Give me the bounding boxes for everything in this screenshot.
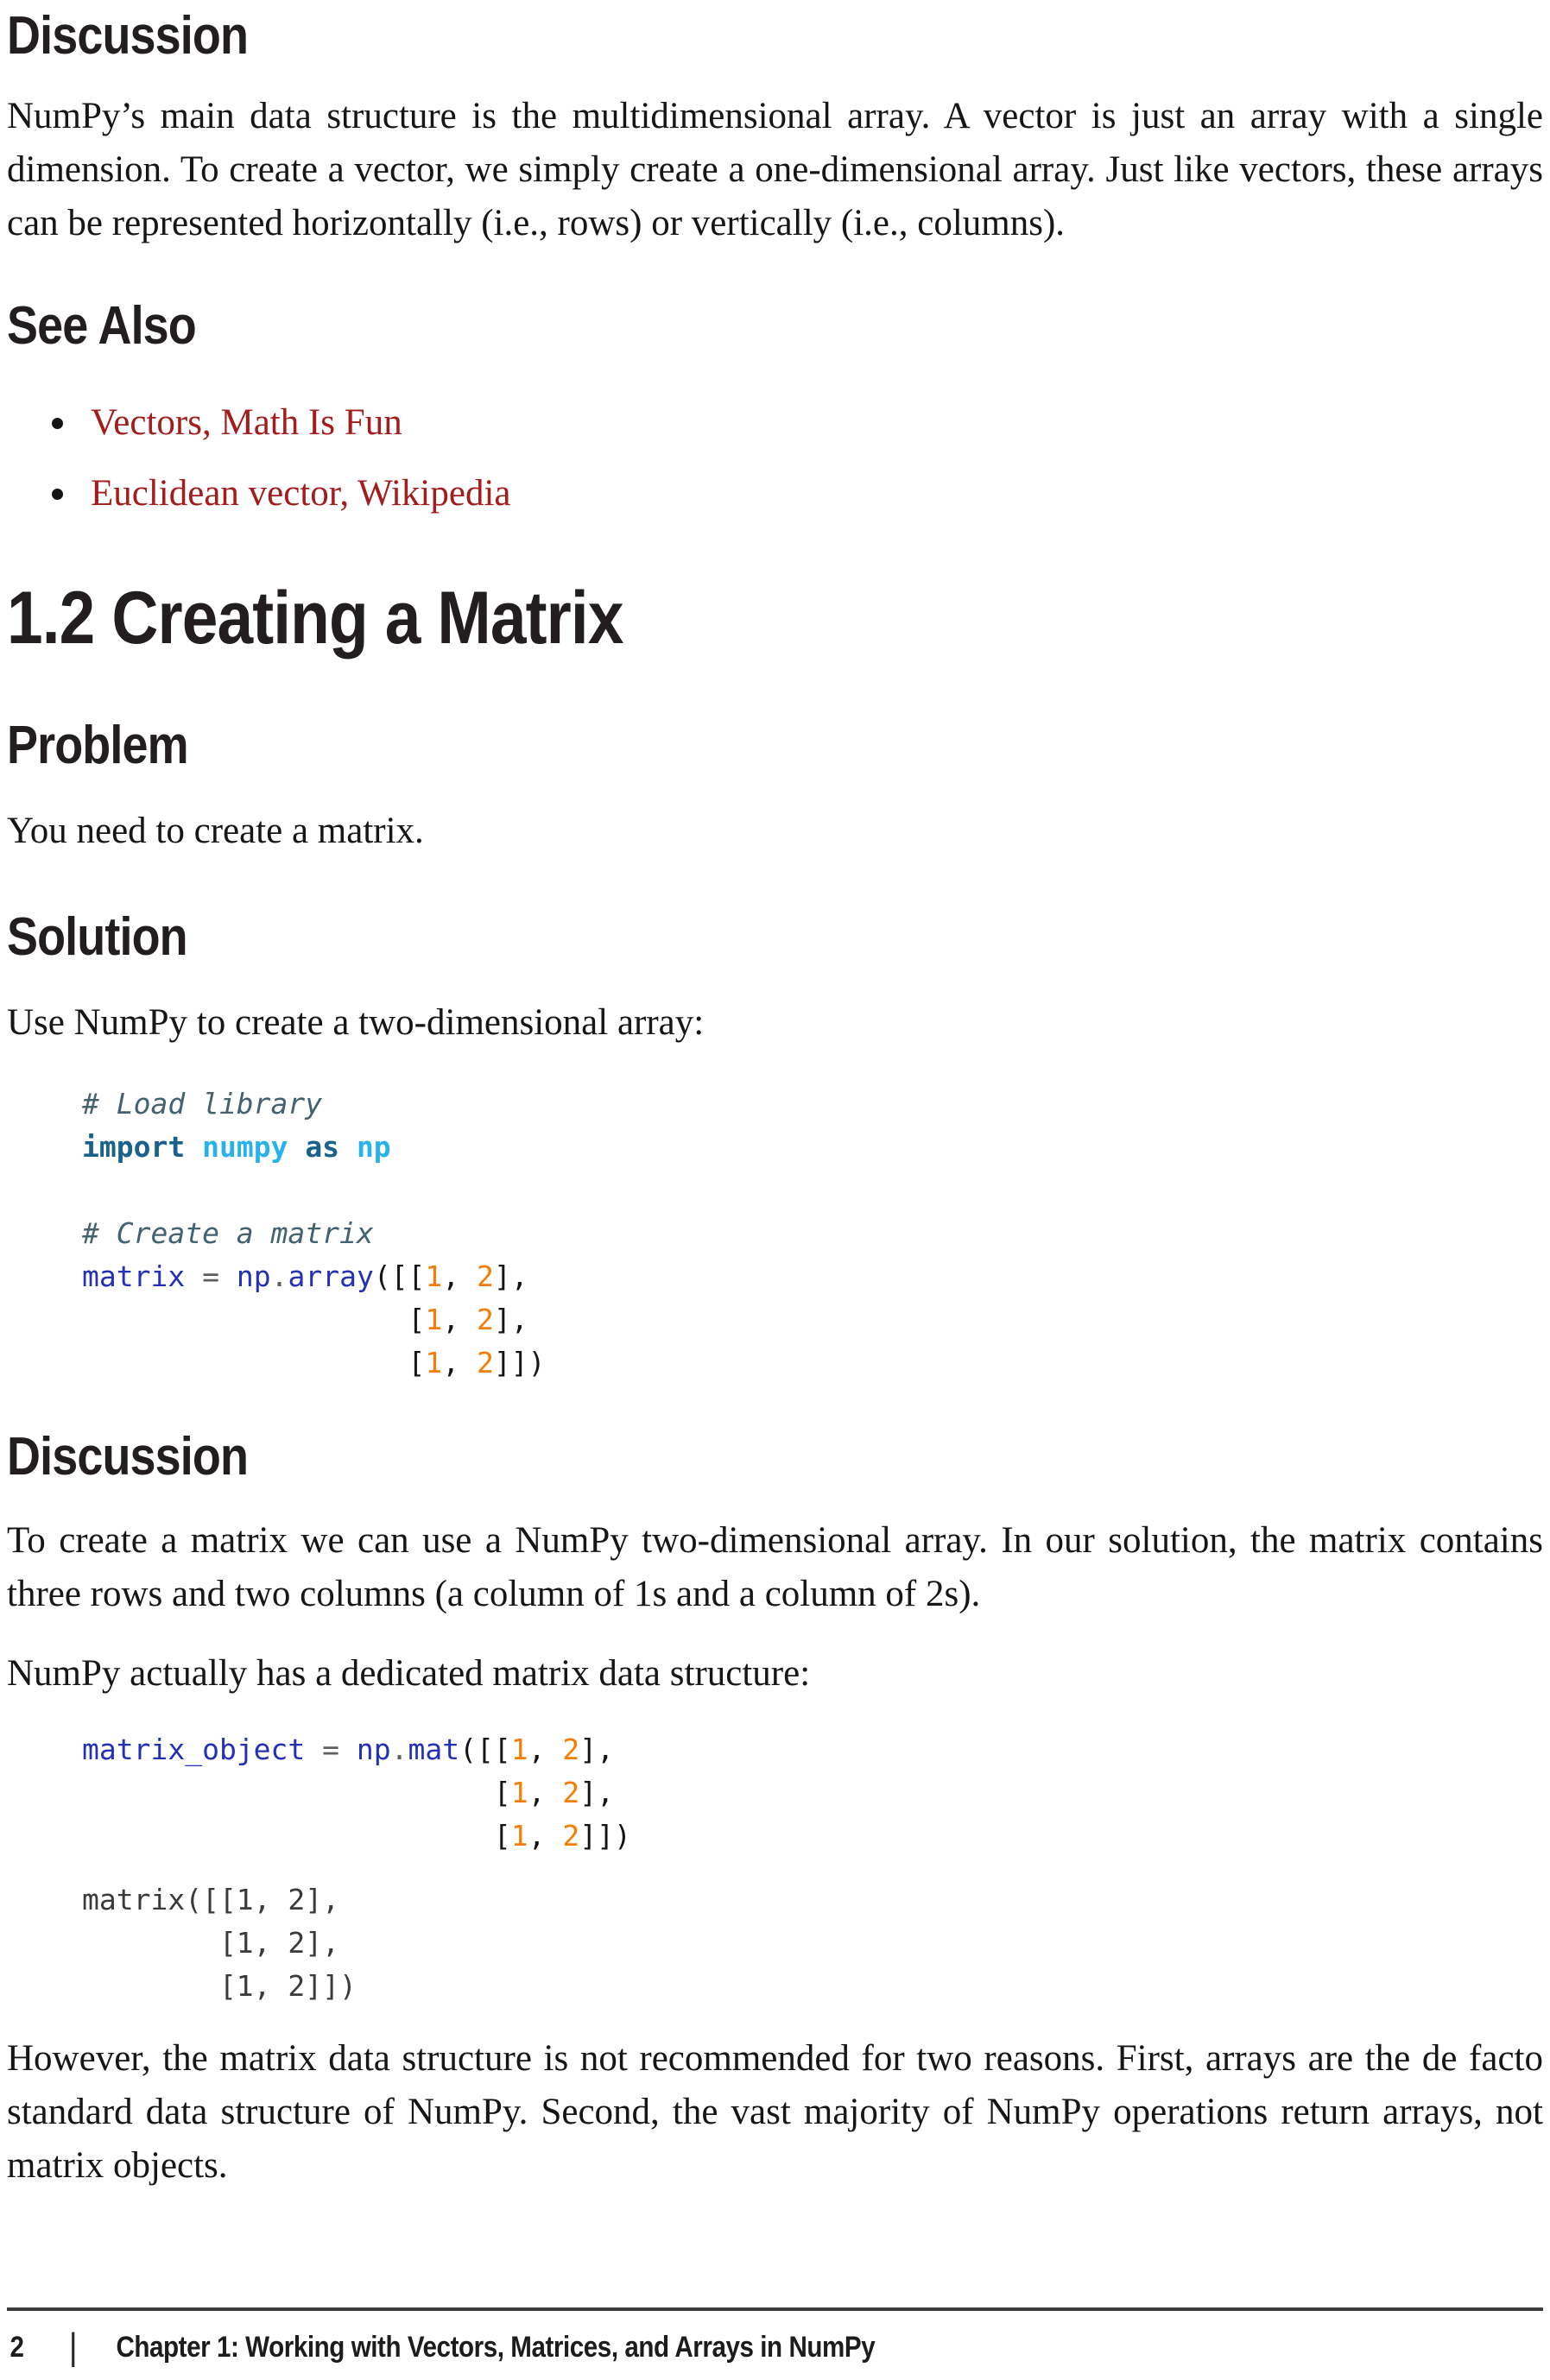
footer-row xyxy=(7,2328,1344,2366)
recipe-title: 1.2 Creating a Matrix xyxy=(7,577,623,660)
see-also-list xyxy=(7,397,1543,520)
discussion-paragraph: However, the matrix data structure is not recommended for two reasons. First, arrays are the de facto standard data structure of NumPy. Second, the vast majority of NumPy operations return arrays, not matrix objects. xyxy=(7,2038,1543,2186)
link-vectors-math-is-fun[interactable]: Vectors, Math Is Fun xyxy=(91,402,402,443)
solution-heading: Solution xyxy=(7,907,187,967)
page-number: 2 xyxy=(9,2330,24,2364)
section-see-also xyxy=(7,250,1543,539)
section-discussion-vector xyxy=(7,5,1543,250)
section-recipe-creating-a-matrix xyxy=(7,539,1543,2193)
problem-text: You need to create a matrix. xyxy=(7,811,424,851)
discussion-paragraph: NumPy’s main data structure is the multidimensional array. A vector is just an array with a single dimension. To create a vector, we simply create a one-dimensional array. Just like vectors, these arrays can be represented horizontally (i.e., rows) or vertically (i.e., columns). xyxy=(7,96,1543,243)
footer-chapter-title: Chapter 1: Working with Vectors, Matrices, and Arrays in NumPy xyxy=(116,2330,876,2364)
solution-code-block: # Load library import numpy as np # Create a matrix matrix = np.array([[1, 2], [1, 2], [1, 2]]) xyxy=(82,1087,546,1379)
bullet-icon xyxy=(52,418,63,429)
link-euclidean-vector-wikipedia[interactable]: Euclidean vector, Wikipedia xyxy=(91,473,511,514)
footer-divider: | xyxy=(68,2326,78,2368)
discussion-paragraph: NumPy actually has a dedicated matrix data structure: xyxy=(7,1653,811,1694)
matrix-output-code-block: matrix([[1, 2], [1, 2], [1, 2]]) xyxy=(82,1883,357,2003)
discussion-heading: Discussion xyxy=(7,1427,249,1487)
problem-heading: Problem xyxy=(7,716,188,775)
list-item xyxy=(7,397,1543,449)
solution-intro: Use NumPy to create a two-dimensional array: xyxy=(7,1002,705,1043)
discussion-heading: Discussion xyxy=(7,6,249,66)
page-footer xyxy=(7,2307,1543,2380)
see-also-heading: See Also xyxy=(7,296,196,356)
bullet-icon xyxy=(52,489,63,500)
matrix-object-code-block: matrix_object = np.mat([[1, 2], [1, 2], [1, 2]]) xyxy=(82,1733,631,1853)
list-item xyxy=(7,468,1543,520)
discussion-paragraph: To create a matrix we can use a NumPy two-dimensional array. In our solution, the matrix contains three rows and two columns (a column of 1s and a column of 2s). xyxy=(7,1520,1543,1614)
